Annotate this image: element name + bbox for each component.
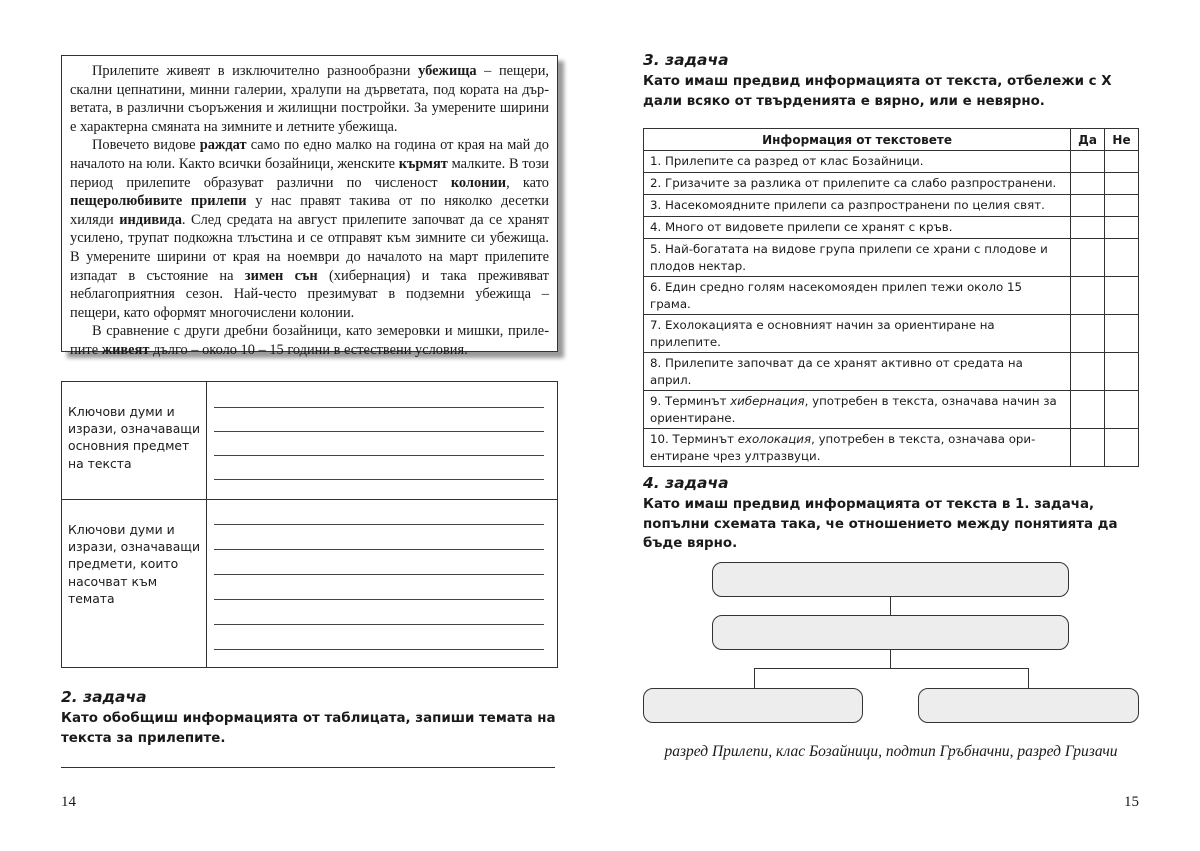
statement-cell bbox=[644, 353, 1071, 391]
statement-cell bbox=[644, 239, 1071, 277]
statement-cell bbox=[644, 173, 1071, 195]
passage-text: (хибернация) и така преживяват неблагоприятния сезон. Най-често презимуват в подземни убежища – пещери, като оформят многочислени колонии. bbox=[70, 267, 549, 321]
keyword-bold: колонии bbox=[450, 174, 507, 191]
answer-cell-yes[interactable] bbox=[1071, 217, 1105, 239]
statement-text: 9. Терминът bbox=[650, 394, 731, 408]
scheme-connector bbox=[754, 668, 1029, 669]
statement-cell bbox=[644, 277, 1071, 315]
answer-cell-yes[interactable] bbox=[1071, 239, 1105, 277]
answer-cell-no[interactable] bbox=[1105, 277, 1139, 315]
passage-text: у нас правят такива от по няколко десетки хиляди bbox=[70, 193, 549, 228]
table-row bbox=[644, 151, 1139, 173]
answer-cell-yes[interactable] bbox=[1071, 173, 1105, 195]
keyword-row1-answer-area[interactable] bbox=[207, 382, 557, 500]
table-row bbox=[644, 429, 1139, 467]
passage-paragraph bbox=[70, 322, 549, 359]
answer-cell-no[interactable] bbox=[1105, 353, 1139, 391]
task3-instructions: Като имаш предвид информацията от текста, отбележи с Х дали всяко от твърденията е вярно, или е невярно. bbox=[643, 74, 1112, 109]
scheme-connector bbox=[754, 668, 755, 688]
statement-cell bbox=[644, 315, 1071, 353]
statement-cell bbox=[644, 391, 1071, 429]
answer-cell-no[interactable] bbox=[1105, 217, 1139, 239]
passage-paragraph bbox=[70, 136, 549, 322]
statement-cell bbox=[644, 429, 1071, 467]
page-number-left: 14 bbox=[61, 794, 76, 810]
keyword-bold: раждат bbox=[199, 137, 247, 154]
true-false-table bbox=[643, 128, 1139, 467]
table-row bbox=[644, 353, 1139, 391]
passage-paragraph bbox=[70, 62, 549, 136]
answer-cell-no[interactable] bbox=[1105, 429, 1139, 467]
statement-text: 8. Прилепите започват да се хранят активно от средата на април. bbox=[650, 356, 1023, 387]
statement-cell bbox=[644, 195, 1071, 217]
task2-answer-line[interactable] bbox=[61, 767, 555, 768]
scheme-terms-caption: разред Прилепи, клас Бозайници, подтип Гръбначни, разред Гризачи bbox=[664, 743, 1118, 760]
header-yes: Да bbox=[1071, 129, 1105, 151]
passage-text: – пещери, скални цепнатини, минни галерии, хралупи на дърветата, под кората на дърветата, в различни съоръжения и жилищни постройки. За умерените ширини е характерна смяната на зимните и летните убежища. bbox=[70, 63, 549, 135]
statement-text: 7. Ехолокацията е основният начин за ориентиране на прилепите. bbox=[650, 318, 995, 349]
answer-cell-no[interactable] bbox=[1105, 391, 1139, 429]
statement-text: 2. Гризачите за разлика от прилепите са слабо разпространени. bbox=[650, 176, 1057, 191]
keyword-bold: убежища bbox=[418, 63, 477, 79]
table-row bbox=[644, 217, 1139, 239]
passage-text: В сравнение с други дребни бозайници, като земеровки и мишки, прилeпите bbox=[70, 323, 549, 358]
table-header-row bbox=[644, 129, 1139, 151]
statement-term: хибернация bbox=[730, 394, 805, 408]
writing-line[interactable] bbox=[214, 479, 544, 480]
header-no: Не bbox=[1105, 129, 1139, 151]
passage-text: , като bbox=[506, 174, 549, 191]
keyword-table bbox=[61, 381, 558, 668]
passage-text: малките. В този период прилепите образуват различни по численост bbox=[70, 155, 549, 191]
answer-cell-no[interactable] bbox=[1105, 239, 1139, 277]
statement-text: , употребен в текста, означава ориентиране чрез ултразвуци. bbox=[650, 432, 1036, 463]
answer-cell-yes[interactable] bbox=[1071, 391, 1105, 429]
writing-line[interactable] bbox=[214, 431, 544, 432]
passage-text: Прилепите живеят в изключително разнообразни bbox=[92, 63, 419, 79]
passage-text: Повечето видове bbox=[92, 137, 200, 154]
keyword-bold: пещеролюбивите прилепи bbox=[70, 193, 247, 210]
statement-text: 10. Терминът bbox=[650, 432, 738, 446]
header-information: Информация от текстовете bbox=[644, 129, 1071, 151]
scheme-connector bbox=[890, 597, 891, 615]
answer-cell-no[interactable] bbox=[1105, 151, 1139, 173]
statement-text: 3. Насекомоядните прилепи са разпространени по целия свят. bbox=[650, 198, 1045, 213]
writing-line[interactable] bbox=[214, 599, 544, 600]
writing-line[interactable] bbox=[214, 649, 544, 650]
keyword-bold: кърмят bbox=[398, 155, 448, 172]
answer-cell-yes[interactable] bbox=[1071, 277, 1105, 315]
writing-line[interactable] bbox=[214, 574, 544, 575]
scheme-box-middle[interactable] bbox=[712, 615, 1069, 650]
task4-title: 4. задача bbox=[643, 474, 729, 492]
page-number-right: 15 bbox=[1124, 794, 1139, 810]
answer-cell-yes[interactable] bbox=[1071, 315, 1105, 353]
answer-cell-yes[interactable] bbox=[1071, 195, 1105, 217]
statement-term: ехолокация bbox=[737, 432, 812, 446]
keyword-row1-label: Ключови думи и изрази, означаващи основния предмет на текста bbox=[62, 382, 207, 500]
scheme-connector bbox=[1028, 668, 1029, 688]
writing-line[interactable] bbox=[214, 549, 544, 550]
table-row bbox=[644, 173, 1139, 195]
task2-instructions: Като обобщиш информацията от таблицата, запиши темата на текста за прилепите. bbox=[61, 711, 556, 746]
table-row bbox=[644, 391, 1139, 429]
table-row bbox=[644, 239, 1139, 277]
answer-cell-yes[interactable] bbox=[1071, 429, 1105, 467]
answer-cell-yes[interactable] bbox=[1071, 151, 1105, 173]
scheme-box-bottom-left[interactable] bbox=[643, 688, 863, 723]
task2-title: 2. задача bbox=[61, 688, 147, 706]
keyword-row2-label: Ключови думи и изрази, означаващи предмети, които насочват към темата bbox=[62, 500, 207, 667]
keyword-bold: индивида bbox=[119, 211, 182, 228]
writing-line[interactable] bbox=[214, 455, 544, 456]
scheme-connector bbox=[890, 650, 891, 668]
passage-text: дълго – около 10 – 15 години в естествени условия. bbox=[149, 341, 468, 358]
scheme-box-top[interactable] bbox=[712, 562, 1069, 597]
statement-text: 4. Много от видовете прилепи се хранят с кръв. bbox=[650, 220, 953, 235]
statement-text: , употребен в текста, означава начин за ориентиране. bbox=[650, 394, 1057, 425]
scheme-box-bottom-right[interactable] bbox=[918, 688, 1139, 723]
passage-text: . След средата на август прилепите започват да се хранят усилено, трупат подкожна тлъстина и се отправят към зимните си убежища. В умерените ширини от края на ноември до началото на март прилепите изпадат в състояние на bbox=[70, 211, 549, 284]
table-row bbox=[644, 277, 1139, 315]
statement-cell bbox=[644, 217, 1071, 239]
task3-title: 3. задача bbox=[643, 51, 729, 69]
keyword-bold: живеят bbox=[101, 341, 150, 358]
writing-line[interactable] bbox=[214, 624, 544, 625]
table-row bbox=[644, 315, 1139, 353]
reading-passage bbox=[61, 55, 558, 358]
writing-line[interactable] bbox=[214, 407, 544, 408]
statement-text: 6. Един средно голям насекомояден прилеп тежи около 15 грама. bbox=[650, 280, 1023, 311]
statement-text: 5. Най-богатата на видове група прилепи се храни с плодове и плодов нектар. bbox=[650, 242, 1048, 273]
task4-instructions: Като имаш предвид информацията от текста в 1. задача, попълни схемата така, че отношението между понятията да бъде вярно. bbox=[643, 497, 1118, 551]
answer-cell-yes[interactable] bbox=[1071, 353, 1105, 391]
answer-cell-no[interactable] bbox=[1105, 315, 1139, 353]
statement-text: 1. Прилепите са разред от клас Бозайници. bbox=[650, 154, 924, 169]
writing-line[interactable] bbox=[214, 524, 544, 525]
keyword-bold: зимен сън bbox=[244, 267, 318, 284]
answer-cell-no[interactable] bbox=[1105, 195, 1139, 217]
keyword-row2-answer-area[interactable] bbox=[207, 500, 557, 667]
answer-cell-no[interactable] bbox=[1105, 173, 1139, 195]
passage-text: само по едно малко на година от края на май до началото на юли. Както всички бозайници, женските bbox=[70, 137, 549, 172]
table-row bbox=[644, 195, 1139, 217]
statement-cell bbox=[644, 151, 1071, 173]
